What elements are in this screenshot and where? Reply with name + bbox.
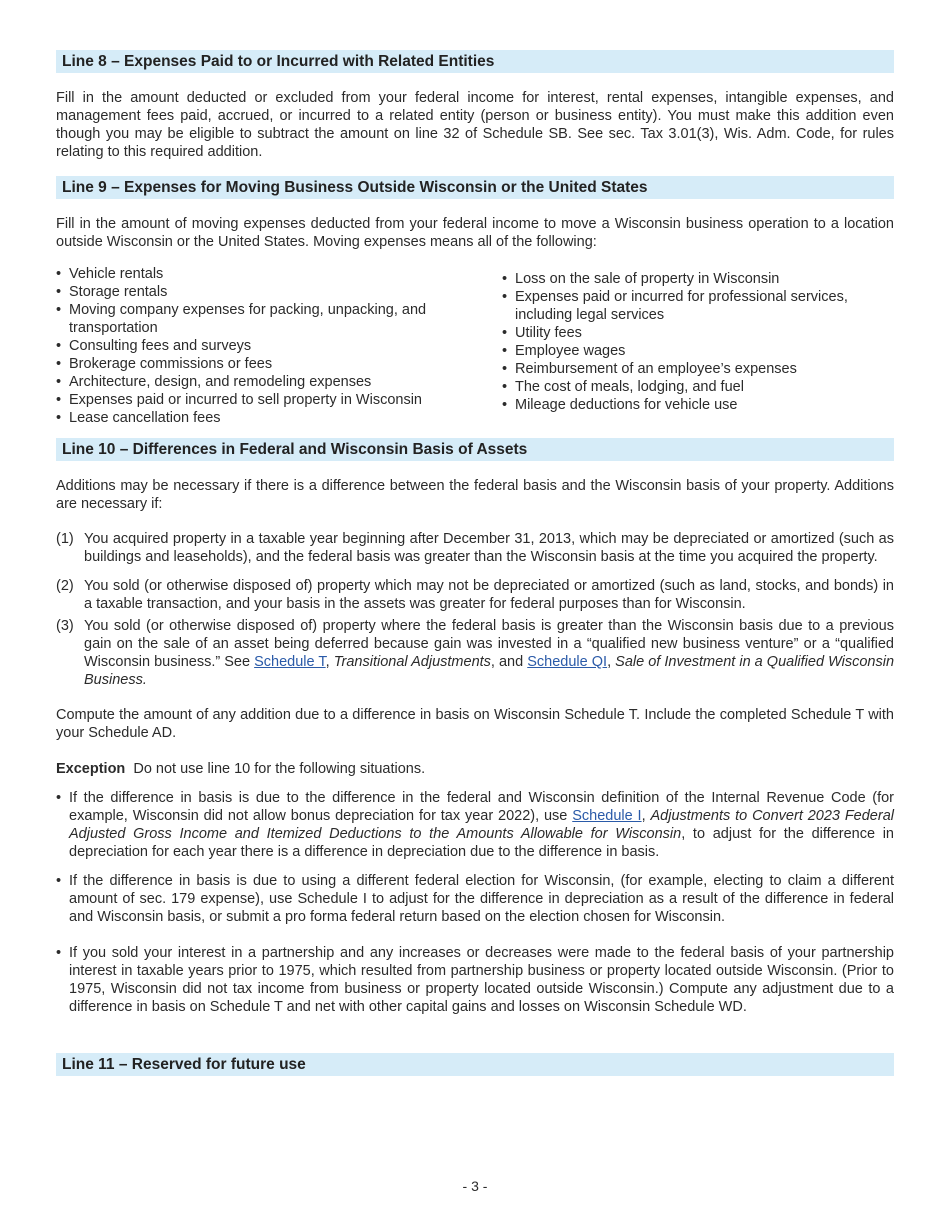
list-item: • Employee wages <box>502 342 894 360</box>
list-item: • Reimbursement of an employee’s expenses <box>502 360 894 378</box>
moving-expenses-lists <box>56 265 894 427</box>
list-item: • Architecture, design, and remodeling expenses <box>56 373 502 391</box>
schedule-i-title: Adjustments to Convert 2023 Federal Adjusted Gross Income and Itemized Deductions to the Amounts Allowable for Wisconsin <box>69 808 894 842</box>
exception-label: Exception <box>56 761 126 777</box>
separator: , and <box>490 654 528 670</box>
item-text: You acquired property in a taxable year beginning after December 31, 2013, which may be depreciated or amortized (such as buildings and leaseholds), and the federal basis was greater than the Wisconsin basis at the time you acquired the property. <box>84 531 894 565</box>
bullet-text: , to adjust for the difference in depreciation for each year there is a difference in depreciation due to the difference in basis. <box>69 826 894 860</box>
line11-heading: Line 11 – Reserved for future use <box>56 1053 894 1076</box>
list-item: • Vehicle rentals <box>56 265 502 283</box>
list-item: • Moving company expenses for packing, unpacking, and transportation <box>56 301 502 337</box>
list-item: • Expenses paid or incurred to sell property in Wisconsin <box>56 391 502 409</box>
list-item: • The cost of meals, lodging, and fuel <box>502 378 894 396</box>
separator: , <box>641 808 651 824</box>
line10-intro: Additions may be necessary if there is a difference between the federal basis and the Wisconsin basis of your property. Additions are necessary if: <box>56 478 894 512</box>
line9-heading: Line 9 – Expenses for Moving Business Outside Wisconsin or the United States <box>56 176 894 199</box>
bullet-text: If the difference in basis is due to the difference in the federal and Wisconsin definition of the Internal Revenue Code (for example, Wisconsin did not allow bonus depreciation for tax year 2022), use <box>69 790 894 824</box>
item-text <box>84 617 894 689</box>
item-text-part: You sold (or otherwise disposed of) property where the federal basis is greater than the Wisconsin basis due to a previous gain on the sale of an asset being deferred because gain was invested in a “qualified new business venture” or a “qualified Wisconsin business.” See <box>84 618 894 670</box>
item-number: (2) <box>56 578 74 594</box>
list-item: • Storage rentals <box>56 283 502 301</box>
separator: , <box>607 654 616 670</box>
item-number: (1) <box>56 531 74 547</box>
list-item: • Utility fees <box>502 324 894 342</box>
exception-bullet: • If you sold your interest in a partnership and any increases or decreases were made to the federal basis of your partnership interest in taxable years prior to 1975, which resulted from partnership business or property located outside Wisconsin. (Prior to 1975, Wisconsin did not tax income from business or property located outside Wisconsin.) Compute any adjustment due to a difference in basis on Schedule T and net with other capital gains and losses on Wisconsin Schedule WD. <box>56 944 894 1016</box>
schedule-t-title: Transitional Adjustments <box>333 654 491 670</box>
page-content <box>56 50 894 1076</box>
schedule-qi-link[interactable]: Schedule QI <box>527 654 608 670</box>
numbered-item <box>56 617 894 689</box>
list-item: • Mileage deductions for vehicle use <box>502 396 894 414</box>
line8-heading: Line 8 – Expenses Paid to or Incurred with Related Entities <box>56 50 894 73</box>
moving-expenses-list-right <box>502 265 894 427</box>
item-text: You sold (or otherwise disposed of) property which may not be depreciated or amortized (such as land, stocks, and bonds) in a taxable transaction, and your basis in the assets was greater for federal purposes than for Wisconsin. <box>84 578 894 612</box>
schedule-i-link[interactable]: Schedule I <box>572 808 642 824</box>
page-number: - 3 - <box>462 1178 488 1194</box>
list-item: • Brokerage commissions or fees <box>56 355 502 373</box>
line10-heading: Line 10 – Differences in Federal and Wisconsin Basis of Assets <box>56 438 894 461</box>
schedule-qi-title: Sale of Investment in a Qualified Wisconsin Business. <box>84 654 895 688</box>
schedule-t-link[interactable]: Schedule T <box>254 654 326 670</box>
item-number: (3) <box>56 618 74 634</box>
separator: , <box>325 654 334 670</box>
numbered-item <box>56 530 894 566</box>
list-item: • Expenses paid or incurred for professional services, including legal services <box>502 288 894 324</box>
list-item: • Consulting fees and surveys <box>56 337 502 355</box>
moving-expenses-list-left <box>56 265 502 427</box>
list-item: • Loss on the sale of property in Wisconsin <box>502 270 894 288</box>
line9-body: Fill in the amount of moving expenses deducted from your federal income to move a Wisconsin business operation to a location outside Wisconsin or the United States. Moving expenses means all of the following: <box>56 216 894 250</box>
exception-bullet: • If the difference in basis is due to using a different federal election for Wisconsin, (for example, electing to claim a different amount of sec. 179 expense), use Schedule I to adjust for the difference in depreciation as a result of the difference in federal and Wisconsin basis, or submit a pro forma federal return based on the election chosen for Wisconsin. <box>56 872 894 926</box>
line10-compute: Compute the amount of any addition due to a difference in basis on Wisconsin Schedule T. Include the completed Schedule T with your Schedule AD. <box>56 707 894 741</box>
exception-text: Do not use line 10 for the following situations. <box>133 761 426 777</box>
exception-paragraph <box>56 760 894 778</box>
list-item: • Lease cancellation fees <box>56 409 502 427</box>
exception-bullet <box>56 789 894 861</box>
line8-body: Fill in the amount deducted or excluded from your federal income for interest, rental expenses, intangible expenses, and management fees paid, accrued, or incurred to a related entity (person or business entity). You must make this addition even though you may be eligible to subtract the amount on line 32 of Schedule SB. See sec. Tax 3.01(3), Wis. Adm. Code, for rules relating to this required addition. <box>56 90 894 160</box>
numbered-item <box>56 577 894 613</box>
